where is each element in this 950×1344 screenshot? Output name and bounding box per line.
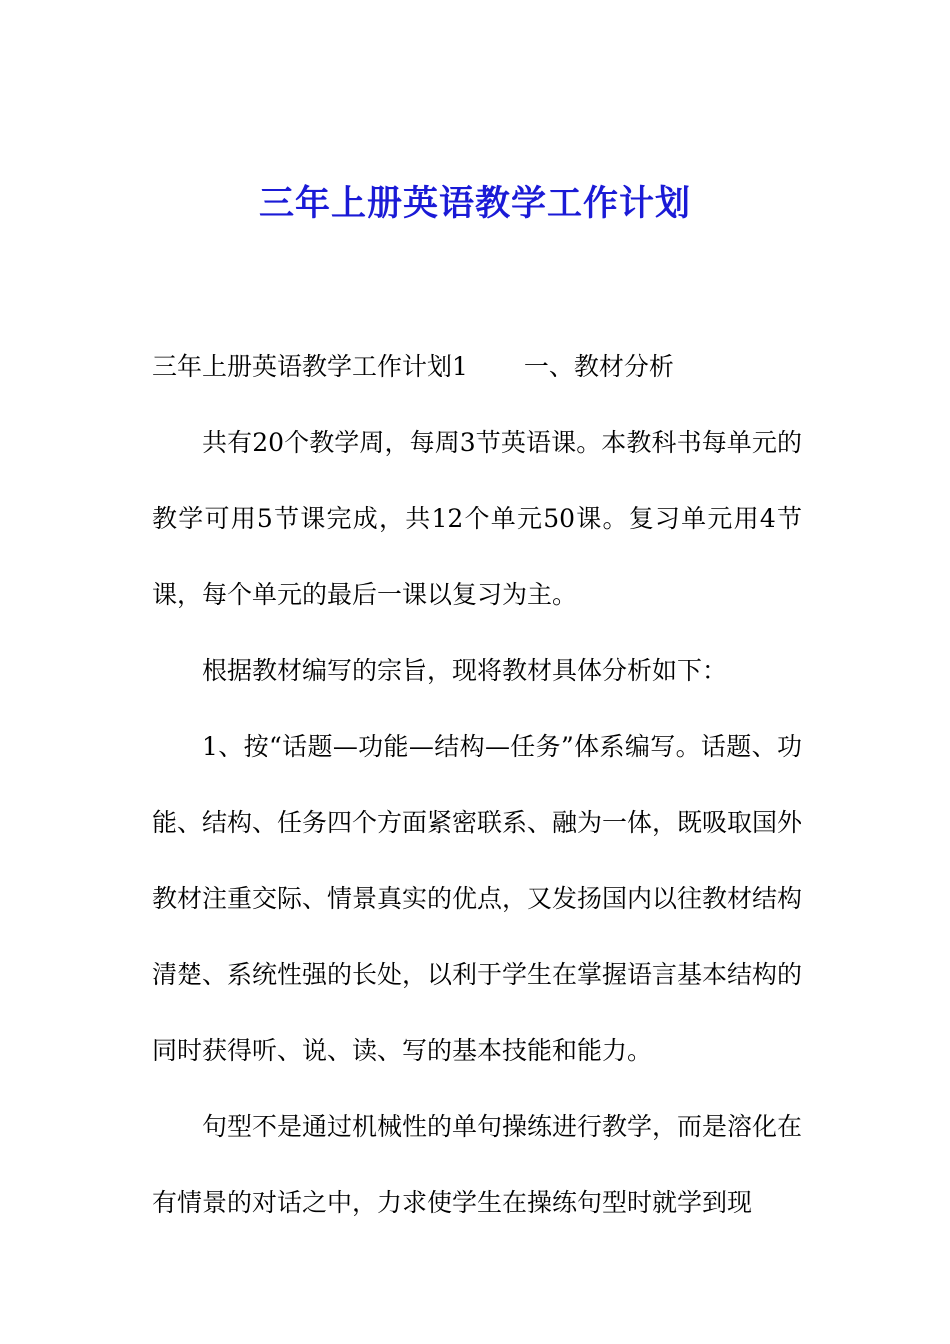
document-title: 三年上册英语教学工作计划 bbox=[258, 183, 691, 224]
plan-heading-line bbox=[152, 329, 802, 405]
paragraph-schedule: 共有20个教学周，每周3节英语课。本教科书每单元的教学可用5节课完成，共12个单元50课。复习单元用4节课，每个单元的最后一课以复习为主。 bbox=[152, 428, 802, 609]
section-heading: 一、教材分析 bbox=[523, 352, 674, 381]
document-body bbox=[152, 329, 802, 1241]
paragraph-system-structure: 1、按“话题—功能—结构—任务”体系编写。话题、功能、结构、任务四个方面紧密联系、融为一体，既吸取国外教材注重交际、情景真实的优点，又发扬国内以往教材结构清楚、系统性强的长处，以利于学生在掌握语言基本结构的同时获得听、说、读、写的基本技能和能力。 bbox=[152, 732, 803, 1065]
paragraph-analysis-intro: 根据教材编写的宗旨，现将教材具体分析如下： bbox=[202, 656, 728, 685]
plan-heading-lead: 三年上册英语教学工作计划1 bbox=[152, 352, 468, 381]
paragraph-sentence-patterns: 句型不是通过机械性的单句操练进行教学，而是溶化在有情景的对话之中，力求使学生在操练句型时就学到现 bbox=[152, 1112, 803, 1217]
